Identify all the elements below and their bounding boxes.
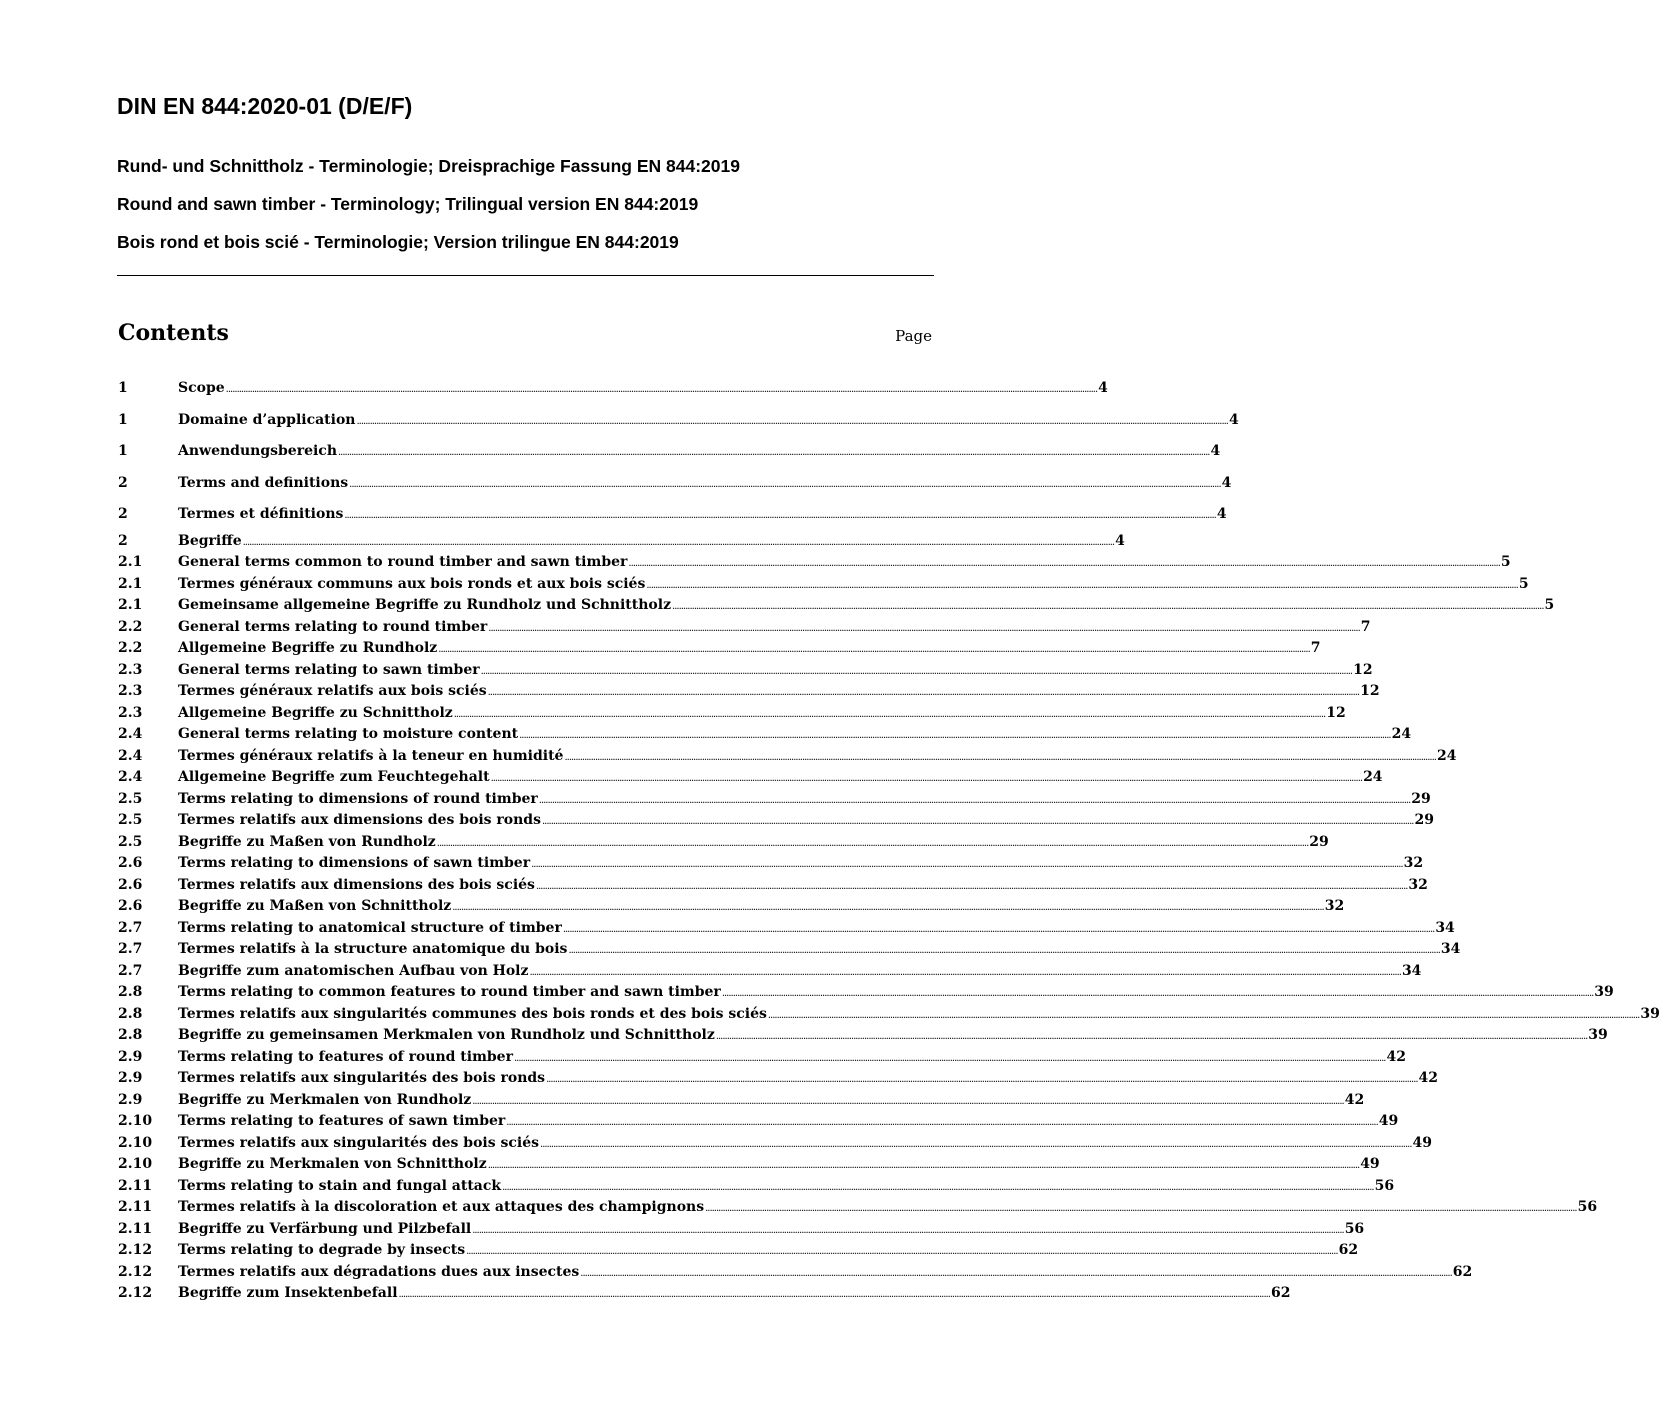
toc-entry-title: Termes relatifs aux singularités communes des bois ronds et des bois sciés [178,1005,767,1022]
toc-entry[interactable] [118,1133,1432,1155]
toc-entry-number: 2.6 [118,898,143,914]
toc-entry[interactable] [118,1004,1660,1026]
toc-entry-page-number: 34 [1401,962,1422,979]
toc-entry[interactable] [118,1068,1439,1090]
toc-dot-leader: ................................................................................................................................................................................................................................................................................................................................................................................................................ [436,837,1309,849]
toc-entry-number: 2.10 [118,1113,153,1129]
toc-entry-number: 2 [118,532,128,549]
toc-entry-title: Begriffe zu Merkmalen von Schnittholz [178,1156,487,1172]
toc-entry-number: 2.2 [118,640,143,656]
toc-entry[interactable] [118,767,1383,789]
toc-entry-number: 2.8 [118,1027,143,1043]
toc-entry-number: 2.11 [118,1220,153,1237]
toc-dot-leader: ................................................................................................................................................................................................................................................................................................................................................................................................................ [453,708,1326,720]
toc-entry[interactable] [118,499,1227,531]
toc-entry[interactable] [118,617,1371,639]
toc-entry-title: Terms relating to features of sawn timber [178,1113,506,1129]
toc-dot-leader: ................................................................................................................................................................................................................................................................................................................................................................................................................ [721,988,1594,999]
toc-dot-leader: ................................................................................................................................................................................................................................................................................................................................................................................................................ [438,644,1310,655]
toc-entry-page-number: 29 [1414,812,1434,828]
toc-entry-page-number: 4 [1210,443,1221,459]
toc-entry-page-number: 12 [1353,661,1373,678]
toc-dot-leader: ................................................................................................................................................................................................................................................................................................................................................................................................................ [356,415,1228,427]
toc-entry[interactable] [118,853,1424,875]
toc-entry-title: Termes et définitions [178,506,344,522]
toc-entry-number: 2.7 [118,962,143,979]
toc-entry-number: 2.12 [118,1263,153,1280]
document-number: DIN EN 844:2020-01 (D/E/F) [117,93,413,119]
toc-entry-title: Termes relatifs aux dégradations dues aux insectes [178,1263,580,1280]
toc-dot-leader: ................................................................................................................................................................................................................................................................................................................................................................................................................ [502,1181,1374,1193]
toc-entry-page-number: 42 [1344,1091,1365,1108]
toc-entry-page-number: 62 [1338,1242,1359,1258]
toc-entry-number: 2.1 [118,554,143,570]
toc-dot-leader: ................................................................................................................................................................................................................................................................................................................................................................................................................ [225,384,1098,395]
toc-entry[interactable] [118,595,1555,617]
toc-entry-page-number: 49 [1378,1113,1399,1129]
toc-entry-title: Domaine d’application [178,411,356,428]
toc-entry[interactable] [118,703,1346,725]
toc-entry-title: Gemeinsame allgemeine Begriffe zu Rundholz und Schnittholz [178,597,672,613]
toc-entry-title: General terms relating to round timber [178,618,488,635]
toc-entry-title: Termes relatifs aux dimensions des bois ronds [178,812,541,828]
toc-entry-title: Terms relating to common features to round timber and sawn timber [178,984,721,1000]
toc-entry[interactable] [118,531,1125,553]
toc-entry-number: 2.4 [118,769,143,785]
toc-entry-number: 2.3 [118,661,143,678]
toc-entry-number: 2.12 [118,1242,153,1258]
toc-entry-number: 2.5 [118,833,143,850]
toc-dot-leader: ................................................................................................................................................................................................................................................................................................................................................................................................................ [487,687,1360,698]
toc-entry-page-number: 4 [1216,506,1227,522]
toc-entry[interactable] [118,939,1461,961]
toc-entry[interactable] [118,746,1457,768]
toc-entry-number: 2.12 [118,1285,153,1301]
toc-entry-page-number: 4 [1221,474,1232,491]
toc-dot-leader: ................................................................................................................................................................................................................................................................................................................................................................................................................ [646,579,1518,591]
document-title-german: Rund- und Schnittholz - Terminologie; Dreisprachige Fassung EN 844:2019 [117,156,740,176]
toc-entry-page-number: 32 [1403,855,1424,871]
toc-entry-page-number: 39 [1640,1005,1660,1022]
contents-title: Contents [118,320,229,346]
toc-entry[interactable] [118,1240,1359,1262]
toc-entry-page-number: 4 [1228,411,1239,428]
toc-entry-title: Begriffe zum anatomischen Aufbau von Holz [178,962,529,979]
toc-entry-page-number: 32 [1324,898,1345,914]
toc-entry-title: General terms relating to sawn timber [178,661,480,678]
toc-entry-number: 2.8 [118,1005,143,1022]
toc-dot-leader: ................................................................................................................................................................................................................................................................................................................................................................................................................ [529,966,1401,978]
toc-entry[interactable] [118,724,1412,746]
toc-entry-title: General terms common to round timber and sawn timber [178,554,628,570]
toc-entry-number: 2.7 [118,919,143,936]
toc-entry[interactable] [118,1090,1365,1112]
toc-dot-leader: ................................................................................................................................................................................................................................................................................................................................................................................................................ [546,1074,1418,1085]
toc-dot-leader: ................................................................................................................................................................................................................................................................................................................................................................................................................ [242,536,1115,548]
toc-dot-leader: ................................................................................................................................................................................................................................................................................................................................................................................................................ [452,902,1324,913]
toc-dot-leader: ................................................................................................................................................................................................................................................................................................................................................................................................................ [349,478,1221,490]
toc-entry-number: 2.9 [118,1048,143,1065]
toc-dot-leader: ................................................................................................................................................................................................................................................................................................................................................................................................................ [705,1203,1577,1214]
toc-dot-leader: ................................................................................................................................................................................................................................................................................................................................................................................................................ [487,1160,1360,1171]
toc-entry-number: 1 [118,443,128,459]
toc-entry[interactable] [118,1197,1598,1219]
page-column-label: Page [895,327,932,345]
toc-entry-title: Scope [178,380,225,396]
toc-dot-leader: ................................................................................................................................................................................................................................................................................................................................................................................................................ [472,1224,1344,1236]
toc-dot-leader: ................................................................................................................................................................................................................................................................................................................................................................................................................ [564,751,1436,763]
toc-dot-leader: ................................................................................................................................................................................................................................................................................................................................................................................................................ [506,1117,1378,1128]
toc-entry-title: Termes relatifs aux dimensions des bois sciés [178,876,535,893]
toc-dot-leader: ................................................................................................................................................................................................................................................................................................................................................................................................................ [472,1095,1344,1107]
toc-entry-title: Termes généraux relatifs à la teneur en humidité [178,747,564,764]
toc-dot-leader: ................................................................................................................................................................................................................................................................................................................................................................................................................ [767,1009,1640,1021]
toc-entry-page-number: 42 [1418,1070,1439,1086]
toc-entry-title: Begriffe zu gemeinsamen Merkmalen von Rundholz und Schnittholz [178,1027,715,1043]
toc-entry-page-number: 5 [1518,575,1529,592]
toc-entry[interactable] [118,1047,1406,1069]
toc-dot-leader: ................................................................................................................................................................................................................................................................................................................................................................................................................ [531,859,1403,870]
toc-entry-title: Allgemeine Begriffe zu Schnittholz [178,704,453,721]
toc-entry-title: Termes relatifs aux singularités des bois sciés [178,1134,540,1151]
toc-entry-number: 2.3 [118,683,143,699]
toc-entry-number: 2.5 [118,790,143,807]
toc-dot-leader: ................................................................................................................................................................................................................................................................................................................................................................................................................ [562,923,1435,935]
toc-entry-page-number: 56 [1577,1199,1598,1215]
toc-dot-leader: ................................................................................................................................................................................................................................................................................................................................................................................................................ [488,622,1360,634]
toc-entry[interactable] [118,1154,1380,1176]
toc-entry-page-number: 34 [1440,941,1461,957]
toc-entry[interactable] [118,918,1455,940]
toc-entry-title: Allgemeine Begriffe zu Rundholz [178,640,438,656]
toc-entry-number: 2.2 [118,618,143,635]
toc-entry-number: 2.9 [118,1070,143,1086]
toc-entry[interactable] [118,1025,1608,1047]
toc-dot-leader: ................................................................................................................................................................................................................................................................................................................................................................................................................ [715,1031,1588,1042]
toc-entry-page-number: 39 [1588,1027,1608,1043]
toc-entry-title: Allgemeine Begriffe zum Feuchtegehalt [178,769,490,785]
toc-entry-page-number: 12 [1360,683,1380,699]
toc-entry[interactable] [118,810,1434,832]
toc-dot-leader: ................................................................................................................................................................................................................................................................................................................................................................................................................ [541,816,1414,827]
toc-entry-page-number: 56 [1374,1177,1395,1194]
toc-entry[interactable] [118,982,1614,1004]
toc-entry[interactable] [118,468,1232,500]
toc-entry[interactable] [118,681,1380,703]
toc-entry-number: 2.4 [118,747,143,764]
table-of-contents [118,373,1660,1305]
toc-entry-title: Terms relating to dimensions of round timber [178,790,538,807]
toc-entry-title: Termes relatifs à la discoloration et aux attaques des champignons [178,1199,705,1215]
toc-entry-title: Terms relating to anatomical structure of timber [178,919,562,936]
toc-entry-page-number: 12 [1326,704,1346,721]
toc-entry-page-number: 4 [1098,380,1108,396]
document-title-english: Round and sawn timber - Terminology; Trilingual version EN 844:2019 [117,194,699,214]
toc-entry-page-number: 62 [1271,1285,1291,1301]
contents-heading [118,320,932,352]
toc-entry-number: 2.4 [118,726,143,742]
toc-dot-leader: ................................................................................................................................................................................................................................................................................................................................................................................................................ [513,1052,1386,1064]
toc-entry-title: Termes relatifs à la structure anatomique du bois [178,941,568,957]
toc-entry-number: 2 [118,506,128,522]
toc-entry-page-number: 56 [1344,1220,1365,1237]
toc-entry[interactable] [118,1176,1395,1198]
toc-entry[interactable] [118,638,1321,660]
toc-entry-page-number: 49 [1360,1156,1380,1172]
toc-entry-page-number: 4 [1115,532,1125,549]
toc-entry-number: 2.10 [118,1156,153,1172]
toc-entry[interactable] [118,832,1329,854]
toc-dot-leader: ................................................................................................................................................................................................................................................................................................................................................................................................................ [490,773,1363,784]
toc-entry-page-number: 5 [1544,597,1555,613]
toc-dot-leader: ................................................................................................................................................................................................................................................................................................................................................................................................................ [672,601,1544,612]
toc-entry[interactable] [118,574,1529,596]
toc-entry-number: 2.8 [118,984,143,1000]
toc-entry-number: 2.11 [118,1199,153,1215]
toc-entry-number: 2.7 [118,941,143,957]
toc-entry[interactable] [118,405,1239,437]
toc-entry-number: 2.11 [118,1177,153,1194]
toc-entry-page-number: 29 [1411,790,1431,807]
toc-entry-title: Begriffe zu Merkmalen von Rundholz [178,1091,472,1108]
toc-entry-title: Terms relating to dimensions of sawn timber [178,855,531,871]
toc-entry[interactable] [118,1219,1365,1241]
toc-dot-leader: ................................................................................................................................................................................................................................................................................................................................................................................................................ [568,945,1440,956]
toc-dot-leader: ................................................................................................................................................................................................................................................................................................................................................................................................................ [344,510,1216,521]
toc-entry-title: Terms relating to degrade by insects [178,1242,466,1258]
toc-entry-title: Termes relatifs aux singularités des bois ronds [178,1070,546,1086]
toc-entry-page-number: 62 [1452,1263,1473,1280]
toc-entry[interactable] [118,552,1511,574]
toc-dot-leader: ................................................................................................................................................................................................................................................................................................................................................................................................................ [535,880,1408,892]
toc-dot-leader: ................................................................................................................................................................................................................................................................................................................................................................................................................ [519,730,1391,741]
toc-dot-leader: ................................................................................................................................................................................................................................................................................................................................................................................................................ [538,794,1411,806]
toc-entry-page-number: 24 [1363,769,1383,785]
toc-entry-number: 2.9 [118,1091,143,1108]
toc-entry[interactable] [118,436,1221,468]
toc-entry-number: 2.1 [118,575,143,592]
toc-entry-number: 2.3 [118,704,143,721]
toc-entry-page-number: 49 [1412,1134,1432,1151]
toc-entry-page-number: 39 [1594,984,1614,1000]
toc-entry-number: 2.1 [118,597,143,613]
toc-entry-number: 2 [118,474,128,491]
toc-entry-page-number: 29 [1309,833,1329,850]
document-title-french: Bois rond et bois scié - Terminologie; Version trilingue EN 844:2019 [117,232,679,252]
toc-entry-number: 2.10 [118,1134,153,1151]
toc-entry[interactable] [118,373,1108,405]
toc-entry[interactable] [118,1111,1399,1133]
toc-dot-leader: ................................................................................................................................................................................................................................................................................................................................................................................................................ [398,1289,1270,1300]
toc-entry-page-number: 32 [1408,876,1428,893]
toc-dot-leader: ................................................................................................................................................................................................................................................................................................................................................................................................................ [540,1138,1412,1150]
toc-dot-leader: ................................................................................................................................................................................................................................................................................................................................................................................................................ [338,447,1210,458]
document-header [117,92,934,256]
toc-dot-leader: ................................................................................................................................................................................................................................................................................................................................................................................................................ [580,1267,1452,1279]
toc-entry-title: General terms relating to moisture content [178,726,519,742]
toc-entry-page-number: 7 [1360,618,1371,635]
toc-entry-title: Terms and definitions [178,474,349,491]
toc-entry-number: 1 [118,380,128,396]
toc-entry[interactable] [118,875,1428,897]
toc-entry[interactable] [118,896,1345,918]
toc-entry-title: Terms relating to stain and fungal attack [178,1177,502,1194]
toc-entry-number: 1 [118,411,128,428]
toc-entry[interactable] [118,789,1431,811]
toc-entry[interactable] [118,660,1373,682]
toc-entry-title: Begriffe zum Insektenbefall [178,1285,398,1301]
toc-entry-number: 2.5 [118,812,143,828]
toc-entry-page-number: 24 [1391,726,1412,742]
toc-entry-page-number: 5 [1500,554,1511,570]
toc-dot-leader: ................................................................................................................................................................................................................................................................................................................................................................................................................ [480,665,1353,677]
toc-entry-page-number: 24 [1436,747,1457,764]
toc-entry-number: 2.6 [118,855,143,871]
toc-entry-title: Begriffe zu Verfärbung und Pilzbefall [178,1220,472,1237]
toc-entry-page-number: 7 [1310,640,1321,656]
toc-entry-title: Begriffe zu Maßen von Schnittholz [178,898,452,914]
toc-entry-title: Begriffe [178,532,242,549]
toc-entry-title: Begriffe zu Maßen von Rundholz [178,833,436,850]
toc-dot-leader: ................................................................................................................................................................................................................................................................................................................................................................................................................ [466,1246,1338,1257]
toc-dot-leader: ................................................................................................................................................................................................................................................................................................................................................................................................................ [628,558,1500,569]
toc-entry-page-number: 42 [1386,1048,1406,1065]
toc-entry-title: Terms relating to features of round timber [178,1048,513,1065]
toc-entry[interactable] [118,1262,1473,1284]
toc-entry[interactable] [118,961,1422,983]
toc-entry-page-number: 34 [1435,919,1455,936]
toc-entry-title: Termes généraux relatifs aux bois sciés [178,683,487,699]
toc-entry-title: Anwendungsbereich [178,443,337,459]
toc-entry-number: 2.6 [118,876,143,893]
toc-entry[interactable] [118,1283,1291,1305]
toc-entry-title: Termes généraux communs aux bois ronds et aux bois sciés [178,575,646,592]
header-divider [117,275,934,276]
